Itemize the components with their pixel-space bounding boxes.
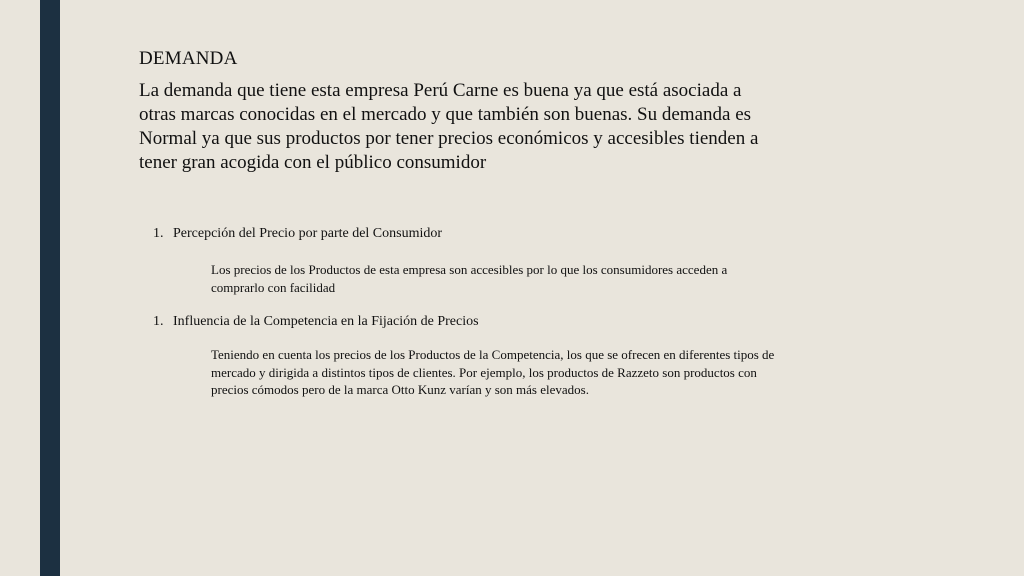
slide-title: DEMANDA (139, 48, 238, 69)
section-body-competition: Teniendo en cuenta los precios de los Productos de la Competencia, los que se ofrecen en diferentes tipos de mercado y dirigida a distintos tipos de clientes. Por ejemplo, los productos de Razzeto son productos con precios cómodos pero de la marca Otto Kunz varían y son más elevados. (211, 347, 775, 397)
intro-paragraph: La demanda que tiene esta empresa Perú Carne es buena ya que está asociada a otras marcas conocidas en el mercado y que también son buenas. Su demanda es Normal ya que sus productos por tener precios económicos y accesibles tienden a tener gran acogida con el público consumidor (139, 80, 759, 173)
section-heading-text: Influencia de la Competencia en la Fijación de Precios (173, 314, 479, 329)
section-body-price-perception: Los precios de los Productos de esta empresa son accesibles por lo que los consumidores acceden a comprarlo con facilidad (211, 262, 728, 295)
section-heading-competition (153, 313, 479, 331)
section-heading-price-perception (153, 225, 442, 243)
list-number: 1. (153, 226, 164, 241)
accent-bar (40, 0, 60, 576)
section-heading-text: Percepción del Precio por parte del Consumidor (173, 226, 443, 241)
list-number: 1. (153, 314, 164, 329)
